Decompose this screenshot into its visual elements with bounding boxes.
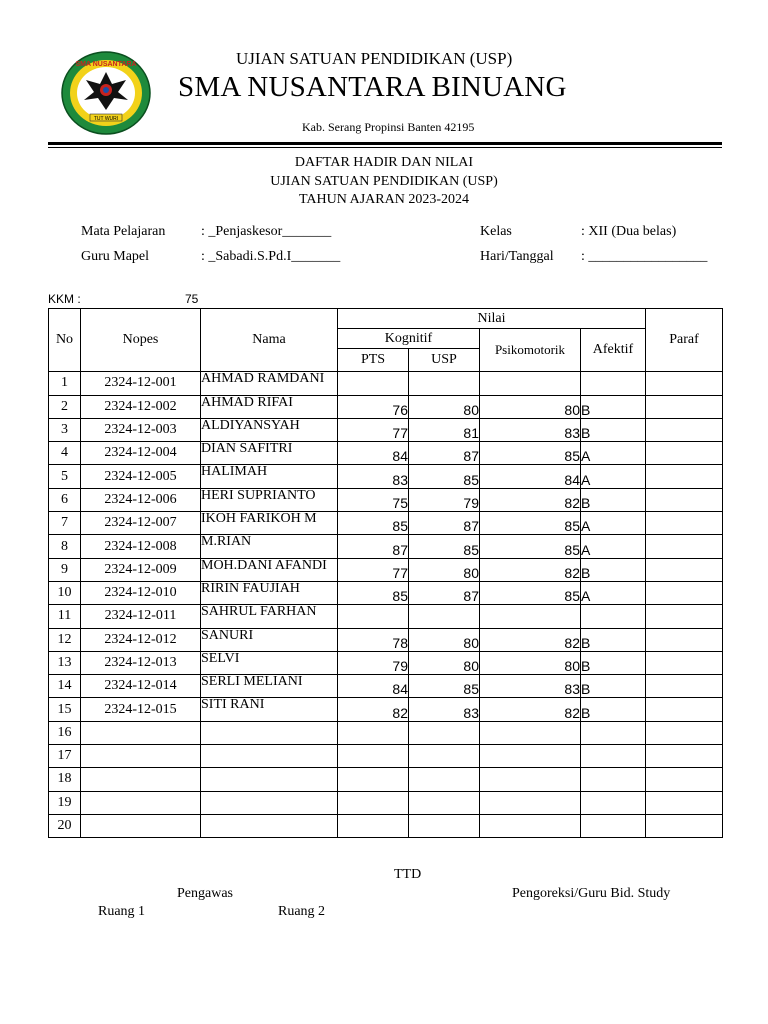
row-nopes: 2324-12-007 bbox=[81, 512, 201, 535]
table-row bbox=[49, 628, 723, 651]
subject-value: : _Penjaskesor_______ bbox=[201, 224, 332, 239]
header-rule-thin bbox=[48, 147, 722, 148]
row-nopes bbox=[81, 768, 201, 791]
row-paraf bbox=[646, 651, 723, 674]
school-name: SMA NUSANTARA BINUANG bbox=[178, 71, 567, 103]
row-no: 8 bbox=[49, 535, 81, 558]
table-row bbox=[49, 442, 723, 465]
row-paraf bbox=[646, 442, 723, 465]
table-row bbox=[49, 768, 723, 791]
subject-label: Mata Pelajaran bbox=[81, 224, 166, 239]
table-row bbox=[49, 814, 723, 837]
row-afektif bbox=[581, 768, 646, 791]
row-usp: 80 bbox=[409, 558, 480, 581]
row-pts: 82 bbox=[338, 698, 409, 721]
header-afektif: Afektif bbox=[581, 329, 646, 372]
row-afektif bbox=[581, 791, 646, 814]
header-nama: Nama bbox=[201, 309, 338, 372]
row-nama: M.RIAN bbox=[201, 535, 338, 558]
row-paraf bbox=[646, 745, 723, 768]
row-usp: 80 bbox=[409, 628, 480, 651]
row-afektif: A bbox=[581, 442, 646, 465]
table-row bbox=[49, 651, 723, 674]
row-nopes: 2324-12-011 bbox=[81, 605, 201, 628]
row-nama: HALIMAH bbox=[201, 465, 338, 488]
row-pts: 79 bbox=[338, 651, 409, 674]
row-paraf bbox=[646, 465, 723, 488]
row-usp bbox=[409, 814, 480, 837]
row-usp: 80 bbox=[409, 395, 480, 418]
row-paraf bbox=[646, 814, 723, 837]
row-nopes: 2324-12-015 bbox=[81, 698, 201, 721]
doc-title-line1: DAFTAR HADIR DAN NILAI bbox=[294, 155, 474, 170]
row-pts bbox=[338, 721, 409, 744]
row-nama: HERI SUPRIANTO bbox=[201, 488, 338, 511]
row-nama bbox=[201, 791, 338, 814]
row-no: 13 bbox=[49, 651, 81, 674]
row-pts: 78 bbox=[338, 628, 409, 651]
date-label: Hari/Tanggal bbox=[480, 249, 554, 264]
row-psikomotorik bbox=[480, 791, 581, 814]
row-nama bbox=[201, 768, 338, 791]
row-psikomotorik bbox=[480, 605, 581, 628]
row-no: 15 bbox=[49, 698, 81, 721]
row-paraf bbox=[646, 721, 723, 744]
header-pts: PTS bbox=[338, 349, 409, 372]
row-usp: 79 bbox=[409, 488, 480, 511]
row-paraf bbox=[646, 512, 723, 535]
row-pts: 84 bbox=[338, 675, 409, 698]
row-paraf bbox=[646, 418, 723, 441]
row-afektif: A bbox=[581, 535, 646, 558]
row-nama bbox=[201, 745, 338, 768]
row-no: 19 bbox=[49, 791, 81, 814]
row-psikomotorik: 85 bbox=[480, 581, 581, 604]
row-usp: 85 bbox=[409, 535, 480, 558]
row-paraf bbox=[646, 698, 723, 721]
row-psikomotorik: 80 bbox=[480, 395, 581, 418]
table-row bbox=[49, 698, 723, 721]
row-psikomotorik bbox=[480, 372, 581, 395]
header-nopes: Nopes bbox=[81, 309, 201, 372]
row-nopes: 2324-12-004 bbox=[81, 442, 201, 465]
row-nama bbox=[201, 814, 338, 837]
row-nama: RIRIN FAUJIAH bbox=[201, 581, 338, 604]
row-nopes: 2324-12-012 bbox=[81, 628, 201, 651]
school-logo bbox=[60, 50, 152, 136]
row-nopes: 2324-12-001 bbox=[81, 372, 201, 395]
row-no: 3 bbox=[49, 418, 81, 441]
row-psikomotorik bbox=[480, 768, 581, 791]
table-row bbox=[49, 791, 723, 814]
row-pts: 85 bbox=[338, 581, 409, 604]
row-nopes bbox=[81, 721, 201, 744]
row-nopes: 2324-12-009 bbox=[81, 558, 201, 581]
row-usp: 87 bbox=[409, 512, 480, 535]
school-address: Kab. Serang Propinsi Banten 42195 bbox=[302, 120, 475, 134]
row-afektif: B bbox=[581, 675, 646, 698]
attendance-grade-table bbox=[48, 308, 723, 838]
row-usp bbox=[409, 721, 480, 744]
row-psikomotorik bbox=[480, 814, 581, 837]
row-no: 2 bbox=[49, 395, 81, 418]
row-pts: 84 bbox=[338, 442, 409, 465]
row-afektif bbox=[581, 721, 646, 744]
row-paraf bbox=[646, 675, 723, 698]
row-pts bbox=[338, 791, 409, 814]
header-paraf: Paraf bbox=[646, 309, 723, 372]
table-row bbox=[49, 675, 723, 698]
row-nama: ALDIYANSYAH bbox=[201, 418, 338, 441]
date-value: : _________________ bbox=[581, 249, 708, 264]
row-psikomotorik: 84 bbox=[480, 465, 581, 488]
row-psikomotorik: 80 bbox=[480, 651, 581, 674]
row-pts bbox=[338, 814, 409, 837]
teacher-label: Guru Mapel bbox=[81, 249, 150, 264]
row-usp bbox=[409, 768, 480, 791]
row-nama: DIAN SAFITRI bbox=[201, 442, 338, 465]
header-usp: USP bbox=[409, 349, 480, 372]
row-nama: SANURI bbox=[201, 628, 338, 651]
row-no: 12 bbox=[49, 628, 81, 651]
row-no: 18 bbox=[49, 768, 81, 791]
row-nopes bbox=[81, 791, 201, 814]
row-no: 4 bbox=[49, 442, 81, 465]
row-afektif bbox=[581, 605, 646, 628]
row-pts bbox=[338, 605, 409, 628]
table-row bbox=[49, 418, 723, 441]
row-no: 10 bbox=[49, 581, 81, 604]
row-afektif bbox=[581, 745, 646, 768]
doc-title-line3: TAHUN AJARAN 2023-2024 bbox=[299, 192, 469, 207]
table-row bbox=[49, 558, 723, 581]
doc-title-line2: UJIAN SATUAN PENDIDIKAN (USP) bbox=[270, 174, 498, 189]
row-usp: 83 bbox=[409, 698, 480, 721]
row-no: 7 bbox=[49, 512, 81, 535]
row-no: 14 bbox=[49, 675, 81, 698]
row-no: 9 bbox=[49, 558, 81, 581]
row-pts: 83 bbox=[338, 465, 409, 488]
table-row bbox=[49, 465, 723, 488]
row-nama: IKOH FARIKOH M bbox=[201, 512, 338, 535]
teacher-value: : _Sabadi.S.Pd.I_______ bbox=[201, 249, 341, 264]
table-row bbox=[49, 535, 723, 558]
row-nopes: 2324-12-013 bbox=[81, 651, 201, 674]
row-psikomotorik: 83 bbox=[480, 418, 581, 441]
row-nama: SERLI MELIANI bbox=[201, 675, 338, 698]
row-paraf bbox=[646, 372, 723, 395]
row-usp: 81 bbox=[409, 418, 480, 441]
row-psikomotorik: 82 bbox=[480, 628, 581, 651]
row-nopes: 2324-12-014 bbox=[81, 675, 201, 698]
row-no: 6 bbox=[49, 488, 81, 511]
table-row bbox=[49, 395, 723, 418]
row-psikomotorik: 83 bbox=[480, 675, 581, 698]
row-usp bbox=[409, 372, 480, 395]
row-afektif: B bbox=[581, 395, 646, 418]
row-nama bbox=[201, 721, 338, 744]
class-value: : XII (Dua belas) bbox=[581, 224, 677, 239]
logo-motto: TUT WURI bbox=[93, 116, 119, 122]
row-no: 17 bbox=[49, 745, 81, 768]
row-paraf bbox=[646, 791, 723, 814]
logo-text: SMA NUSANTARA bbox=[75, 61, 137, 68]
signature-label: TTD bbox=[394, 867, 422, 882]
row-paraf bbox=[646, 605, 723, 628]
row-psikomotorik: 85 bbox=[480, 512, 581, 535]
header-subtitle: UJIAN SATUAN PENDIDIKAN (USP) bbox=[236, 49, 513, 68]
row-usp bbox=[409, 745, 480, 768]
row-psikomotorik: 82 bbox=[480, 488, 581, 511]
row-afektif: A bbox=[581, 581, 646, 604]
table-row bbox=[49, 745, 723, 768]
row-no: 20 bbox=[49, 814, 81, 837]
row-pts bbox=[338, 768, 409, 791]
row-usp: 85 bbox=[409, 465, 480, 488]
row-pts: 85 bbox=[338, 512, 409, 535]
row-nopes: 2324-12-010 bbox=[81, 581, 201, 604]
row-no: 1 bbox=[49, 372, 81, 395]
row-nama: SAHRUL FARHAN bbox=[201, 605, 338, 628]
class-label: Kelas bbox=[480, 224, 512, 239]
row-paraf bbox=[646, 768, 723, 791]
row-pts: 87 bbox=[338, 535, 409, 558]
row-nama: AHMAD RAMDANI bbox=[201, 372, 338, 395]
row-nopes: 2324-12-006 bbox=[81, 488, 201, 511]
row-paraf bbox=[646, 488, 723, 511]
row-paraf bbox=[646, 558, 723, 581]
corrector-label: Pengoreksi/Guru Bid. Study bbox=[512, 886, 671, 901]
row-no: 11 bbox=[49, 605, 81, 628]
row-afektif: B bbox=[581, 418, 646, 441]
row-afektif: B bbox=[581, 488, 646, 511]
header-no: No bbox=[49, 309, 81, 372]
row-usp bbox=[409, 791, 480, 814]
row-nopes bbox=[81, 814, 201, 837]
table-row bbox=[49, 488, 723, 511]
row-nopes: 2324-12-002 bbox=[81, 395, 201, 418]
row-afektif: B bbox=[581, 628, 646, 651]
row-pts: 75 bbox=[338, 488, 409, 511]
row-pts: 77 bbox=[338, 418, 409, 441]
kkm-label: KKM : bbox=[48, 292, 81, 306]
room2-label: Ruang 2 bbox=[278, 904, 326, 919]
row-psikomotorik: 85 bbox=[480, 442, 581, 465]
row-no: 16 bbox=[49, 721, 81, 744]
row-usp: 87 bbox=[409, 581, 480, 604]
header-nilai: Nilai bbox=[338, 309, 646, 329]
row-afektif: B bbox=[581, 651, 646, 674]
row-nopes: 2324-12-008 bbox=[81, 535, 201, 558]
row-pts: 76 bbox=[338, 395, 409, 418]
row-usp: 85 bbox=[409, 675, 480, 698]
row-psikomotorik: 82 bbox=[480, 698, 581, 721]
row-afektif bbox=[581, 372, 646, 395]
row-pts: 77 bbox=[338, 558, 409, 581]
row-pts bbox=[338, 372, 409, 395]
row-usp bbox=[409, 605, 480, 628]
row-paraf bbox=[646, 581, 723, 604]
row-paraf bbox=[646, 535, 723, 558]
row-psikomotorik bbox=[480, 745, 581, 768]
header-psikomotorik: Psikomotorik bbox=[480, 329, 581, 372]
table-row bbox=[49, 605, 723, 628]
row-afektif bbox=[581, 814, 646, 837]
table-row bbox=[49, 581, 723, 604]
row-nama: SELVI bbox=[201, 651, 338, 674]
row-no: 5 bbox=[49, 465, 81, 488]
row-psikomotorik bbox=[480, 721, 581, 744]
row-afektif: B bbox=[581, 698, 646, 721]
row-afektif: B bbox=[581, 558, 646, 581]
row-afektif: A bbox=[581, 465, 646, 488]
row-nama: AHMAD RIFAI bbox=[201, 395, 338, 418]
table-row bbox=[49, 721, 723, 744]
room1-label: Ruang 1 bbox=[98, 904, 146, 919]
table-row bbox=[49, 512, 723, 535]
row-nama: MOH.DANI AFANDI bbox=[201, 558, 338, 581]
row-nama: SITI RANI bbox=[201, 698, 338, 721]
row-nopes: 2324-12-005 bbox=[81, 465, 201, 488]
row-psikomotorik: 82 bbox=[480, 558, 581, 581]
row-paraf bbox=[646, 395, 723, 418]
row-nopes: 2324-12-003 bbox=[81, 418, 201, 441]
header-kognitif: Kognitif bbox=[338, 329, 480, 349]
header-rule-thick bbox=[48, 142, 722, 145]
row-usp: 80 bbox=[409, 651, 480, 674]
kkm-value: 75 bbox=[185, 292, 199, 306]
row-psikomotorik: 85 bbox=[480, 535, 581, 558]
row-paraf bbox=[646, 628, 723, 651]
row-afektif: A bbox=[581, 512, 646, 535]
supervisor-label: Pengawas bbox=[177, 886, 233, 901]
row-nopes bbox=[81, 745, 201, 768]
row-usp: 87 bbox=[409, 442, 480, 465]
row-pts bbox=[338, 745, 409, 768]
table-row bbox=[49, 372, 723, 395]
